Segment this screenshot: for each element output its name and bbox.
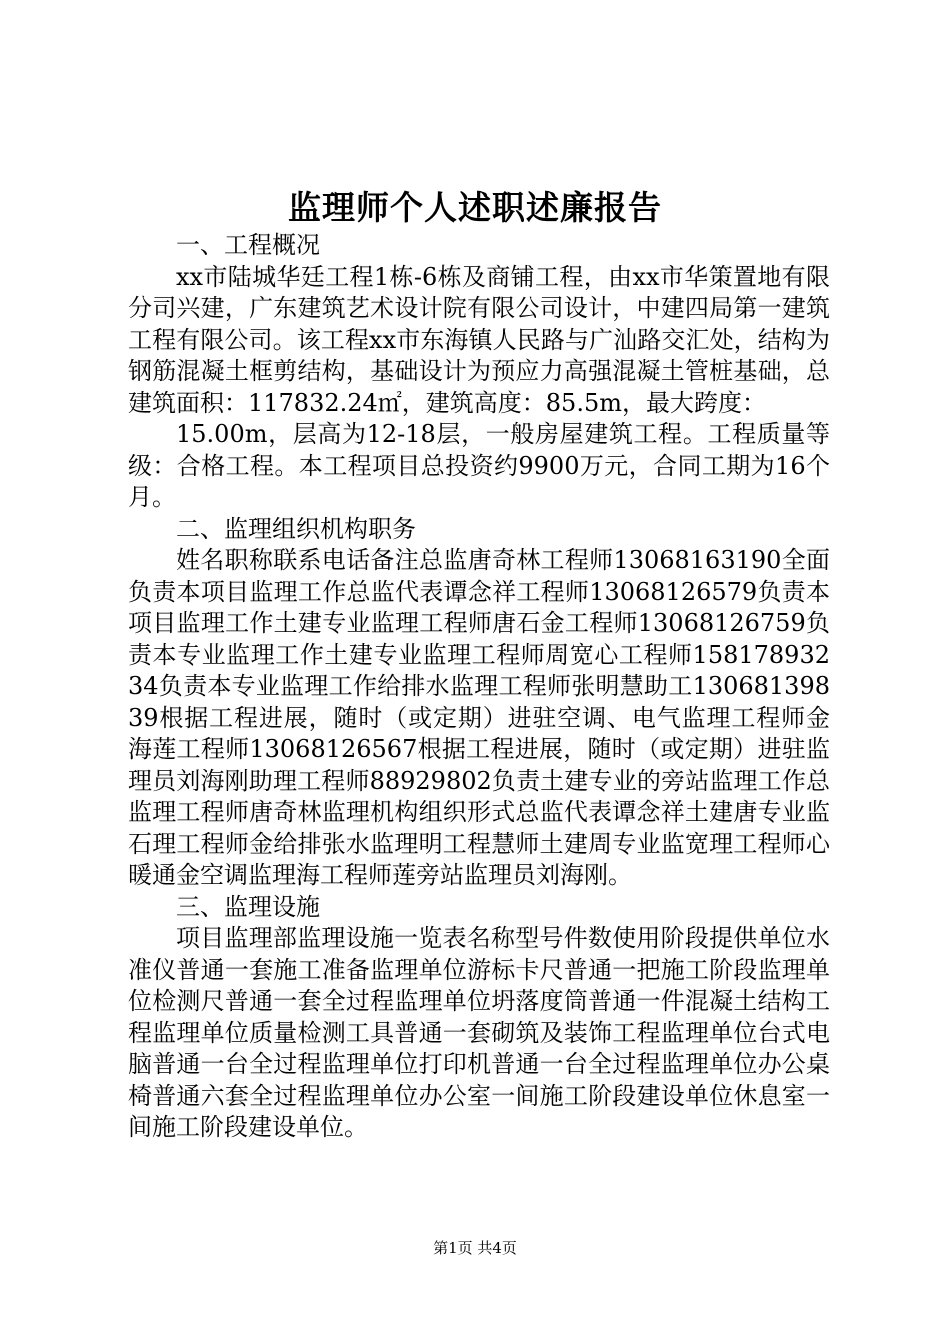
document-title: 监理师个人述职述廉报告 (288, 188, 662, 227)
section-heading-facilities: 三、监理设施 (176, 892, 320, 921)
paragraph-facilities: 项目监理部监理设施一览表名称型号件数使用阶段提供单位水准仪普通一套施工准备监理单位游标卡尺普通一把施工阶段监理单位检测尺普通一套全过程监理单位坍落度筒普通一件混凝土结构工程监理单位质量检测工具普通一套砌筑及装饰工程监理单位台式电脑普通一台全过程监理单位打印机普通一台全过程监理单位办公桌椅普通六套全过程监理单位办公室一间施工阶段建设单位休息室一间施工阶段建设单位。 (128, 924, 830, 1141)
paragraph-organization: 姓名职称联系电话备注总监唐奇林工程师13068163190全面负责本项目监理工作总监代表谭念祥工程师13068126579负责本项目监理工作土建专业监理工程师唐石金工程师13068126759负责本专业监理工作土建专业监理工程师周宽心工程师15817893234负责本专业监理工作给排水监理工程师张明慧助工13068139839根据工程进展，随时（或定期）进驻空调、电气监理工程师金海莲工程师13068126567根据工程进展，随时（或定期）进驻监理员刘海刚助理工程师88929802负责土建专业的旁站监理工作总监理工程师唐奇林监理机构组织形式总监代表谭念祥土建唐专业监石理工程师金给排张水监理明工程慧师土建周专业监宽理工程师心暖通金空调监理海工程师莲旁站监理员刘海刚。 (128, 546, 830, 889)
paragraph-overview-1: xx市陆城华廷工程1栋-6栋及商铺工程，由xx市华策置地有限分司兴建，广东建筑艺术设计院有限公司设计，中建四局第一建筑工程有限公司。该工程xx市东海镇人民路与广汕路交汇处，结构为钢筋混凝土框剪结构，基础设计为预应力高强混凝土管桩基础，总建筑面积：117832.24㎡，建筑高度：85.5m，最大跨度： (128, 262, 830, 417)
section-heading-organization: 二、监理组织机构职务 (176, 514, 416, 543)
section-heading-overview: 一、工程概况 (176, 231, 320, 259)
paragraph-overview-2: 15.00m，层高为12-18层，一般房屋建筑工程。工程质量等级：合格工程。本工程项目总投资约9900万元，合同工期为16个月。 (128, 420, 830, 511)
page-footer: 第1页 共4页 (433, 1239, 517, 1257)
document-body (128, 230, 830, 1144)
